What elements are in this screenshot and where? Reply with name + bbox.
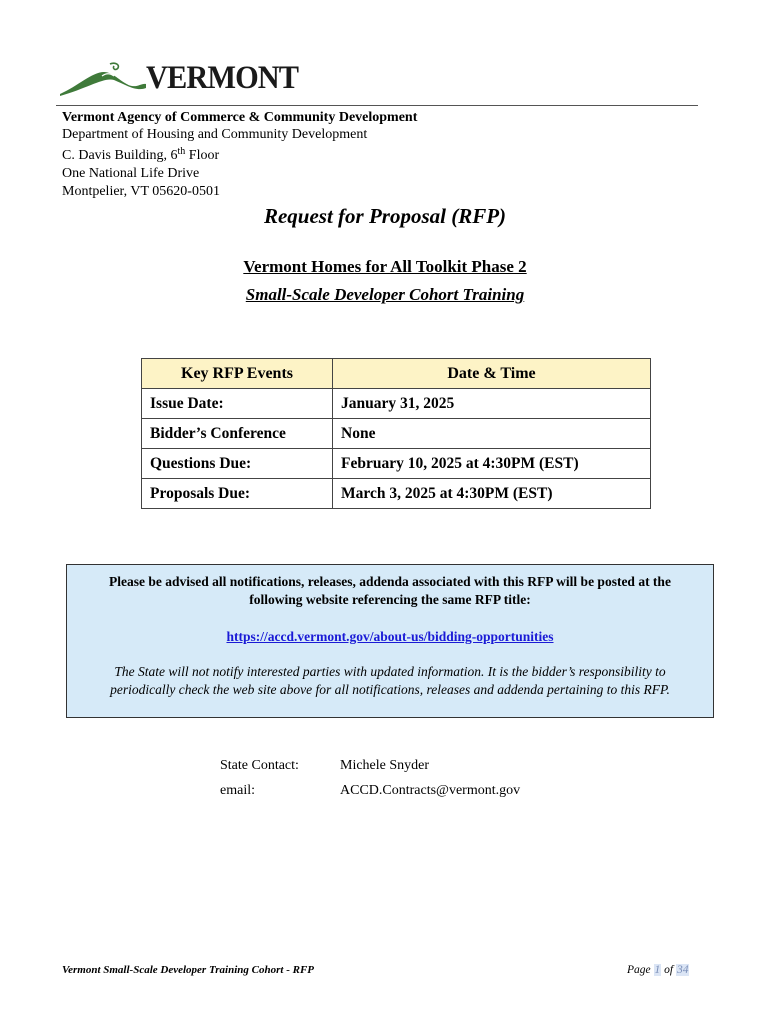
event-date: February 10, 2025 at 4:30PM (EST) xyxy=(333,449,651,479)
event-label: Questions Due: xyxy=(142,449,333,479)
event-date: January 31, 2025 xyxy=(333,389,651,419)
bidding-opportunities-link[interactable]: https://accd.vermont.gov/about-us/bidding-opportunities xyxy=(226,629,554,644)
table-header-date: Date & Time xyxy=(333,359,651,389)
email-label: email: xyxy=(220,783,255,798)
event-label: Proposals Due: xyxy=(142,479,333,509)
project-subtitle: Small-Scale Developer Cohort Training xyxy=(245,285,525,304)
department-name: Department of Housing and Community Development xyxy=(62,127,368,142)
event-date: None xyxy=(333,419,651,449)
building-suffix: Floor xyxy=(185,148,220,163)
event-date: March 3, 2025 at 4:30PM (EST) xyxy=(333,479,651,509)
state-contact-name: Michele Snyder xyxy=(340,758,430,773)
project-title: Vermont Homes for All Toolkit Phase 2 xyxy=(243,257,527,276)
table-header-events: Key RFP Events xyxy=(142,359,333,389)
table-header-row xyxy=(142,359,651,389)
table-row xyxy=(142,389,651,419)
street-line: One National Life Drive xyxy=(62,166,200,181)
notice-advisory: Please be advised all notifications, releases, addenda associated with this RFP will be posted at the following website referencing the same RFP title: xyxy=(109,574,671,607)
page-title: Request for Proposal (RFP) xyxy=(263,204,507,228)
agency-name: Vermont Agency of Commerce & Community Development xyxy=(62,110,418,125)
state-contact-label: State Contact: xyxy=(220,758,299,773)
table-row xyxy=(142,479,651,509)
table-row xyxy=(142,419,651,449)
table-row xyxy=(142,449,651,479)
footer-document-title: Vermont Small-Scale Developer Training Cohort - RFP xyxy=(62,964,314,976)
page-of: of xyxy=(661,964,676,976)
page-prefix: Page xyxy=(627,964,654,976)
notice-disclaimer: The State will not notify interested parties with updated information. It is the bidder’s responsibility to periodically check the web site above for all notifications, releases and addenda pertaining to this RFP. xyxy=(110,664,670,697)
building-sup: th xyxy=(177,146,186,157)
page-number xyxy=(627,964,689,976)
event-label: Issue Date: xyxy=(142,389,333,419)
event-label: Bidder’s Conference xyxy=(142,419,333,449)
building-line xyxy=(62,147,219,163)
notice-box xyxy=(66,564,714,718)
total-pages: 34 xyxy=(676,964,689,976)
current-page: 1 xyxy=(654,964,661,976)
header-rule xyxy=(56,105,698,106)
email-address: ACCD.Contracts@vermont.gov xyxy=(340,783,521,798)
building-prefix: C. Davis Building, 6 xyxy=(62,148,178,163)
vermont-logo-text: VERMONT xyxy=(146,60,299,96)
city-line: Montpelier, VT 05620-0501 xyxy=(62,184,220,199)
key-events-table xyxy=(141,358,651,509)
